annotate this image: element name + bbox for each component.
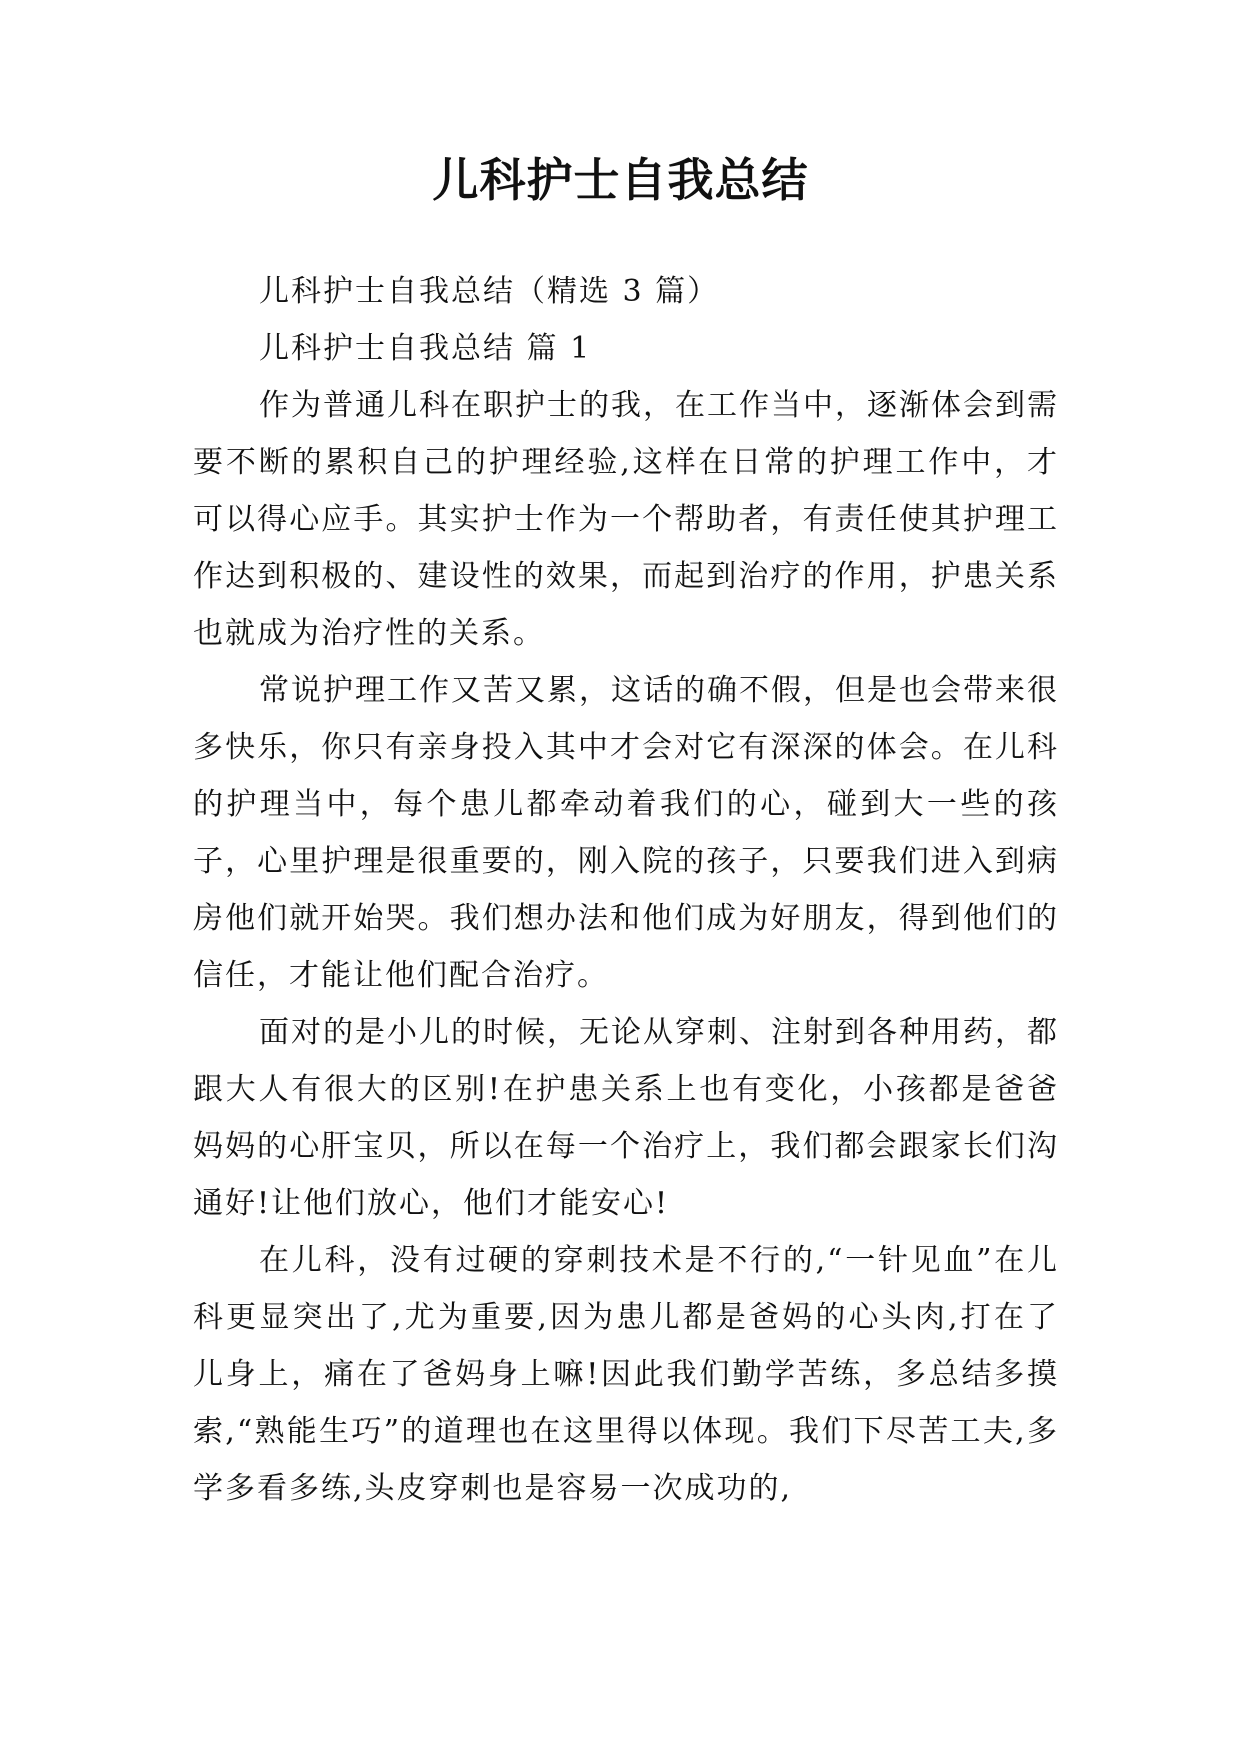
paragraph: 作为普通儿科在职护士的我，在工作当中，逐渐体会到需要不断的累积自己的护理经验,这样在日常的护理工作中，才可以得心应手。其实护士作为一个帮助者，有责任使其护理工作达到积极的、建设性的效果，而起到治疗的作用，护患关系也就成为治疗性的关系。: [193, 388, 1059, 651]
document-subtitle: 儿科护士自我总结（精选 3 篇）: [259, 274, 720, 309]
paragraph: 在儿科，没有过硬的穿刺技术是不行的,“一针见血”在儿科更显突出了,尤为重要,因为患儿都是爸妈的心头肉,打在了儿身上，痛在了爸妈身上嘛!因此我们勤学苦练，多总结多摸索,“熟能生巧”的道理也在这里得以体现。我们下尽苦工夫,多学多看多练,头皮穿刺也是容易一次成功的,: [193, 1243, 1059, 1506]
document-title: 儿科护士自我总结: [432, 153, 809, 207]
paragraph: 常说护理工作又苦又累，这话的确不假，但是也会带来很多快乐，你只有亲身投入其中才会对它有深深的体会。在儿科的护理当中，每个患儿都牵动着我们的心，碰到大一些的孩子，心里护理是很重要的，刚入院的孩子，只要我们进入到病房他们就开始哭。我们想办法和他们成为好朋友，得到他们的信任，才能让他们配合治疗。: [193, 673, 1059, 993]
paragraph: 面对的是小儿的时候，无论从穿刺、注射到各种用药，都跟大人有很大的区别!在护患关系上也有变化，小孩都是爸爸妈妈的心肝宝贝，所以在每一个治疗上，我们都会跟家长们沟通好!让他们放心，他们才能安心!: [193, 1015, 1059, 1221]
document-body: [193, 263, 1059, 1517]
section-heading: 儿科护士自我总结 篇 1: [259, 331, 592, 366]
